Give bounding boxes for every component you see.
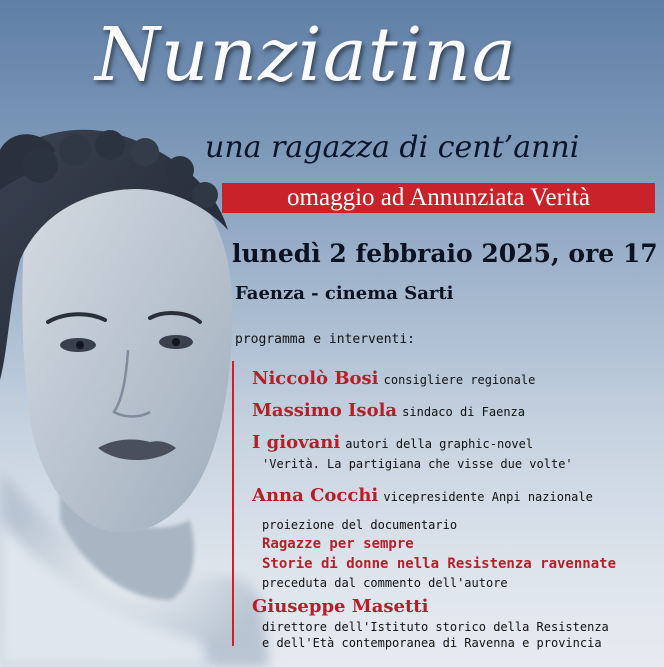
event-venue: Faenza - cinema Sarti xyxy=(235,283,454,304)
speaker-row xyxy=(252,434,533,452)
documentary-intro: proiezione del documentario xyxy=(262,518,458,532)
speaker-role: consigliere regionale xyxy=(383,373,536,387)
documentary-subtitle: Storie di donne nella Resistenza ravennate xyxy=(262,556,617,572)
speaker-role: sindaco di Faenza xyxy=(402,405,525,419)
speaker-name: Anna Cocchi xyxy=(252,485,379,506)
documentary-title: Ragazze per sempre xyxy=(262,536,414,552)
program-divider xyxy=(232,361,234,646)
graphic-novel-title: 'Verità. La partigiana che visse due volte' xyxy=(262,457,573,471)
program-label: programma e interventi: xyxy=(235,332,416,347)
speaker-name: Massimo Isola xyxy=(252,400,398,421)
speaker-name: I giovani xyxy=(252,432,341,453)
event-date: lunedì 2 febbraio 2025, ore 17 xyxy=(232,239,658,268)
poster-subtitle: una ragazza di cent’anni xyxy=(205,130,580,165)
dedication-text: omaggio ad Annunziata Verità xyxy=(287,184,590,211)
speaker-role: autori della graphic-novel xyxy=(345,437,534,451)
documentary-note: preceduta dal commento dell'autore xyxy=(262,576,508,590)
author-role: e dell'Età contemporanea di Ravenna e provincia xyxy=(262,636,602,650)
dedication-banner xyxy=(222,183,655,213)
speaker-row xyxy=(252,487,593,505)
speaker-row xyxy=(252,370,535,388)
author-name: Giuseppe Masetti xyxy=(252,596,429,617)
author-role: direttore dell'Istituto storico della Resistenza xyxy=(262,620,609,634)
speaker-role: vicepresidente Anpi nazionale xyxy=(383,490,593,504)
speaker-name: Niccolò Bosi xyxy=(252,368,379,389)
poster-title: Nunziatina xyxy=(95,12,518,98)
author-row xyxy=(252,598,428,616)
speaker-row xyxy=(252,402,525,420)
